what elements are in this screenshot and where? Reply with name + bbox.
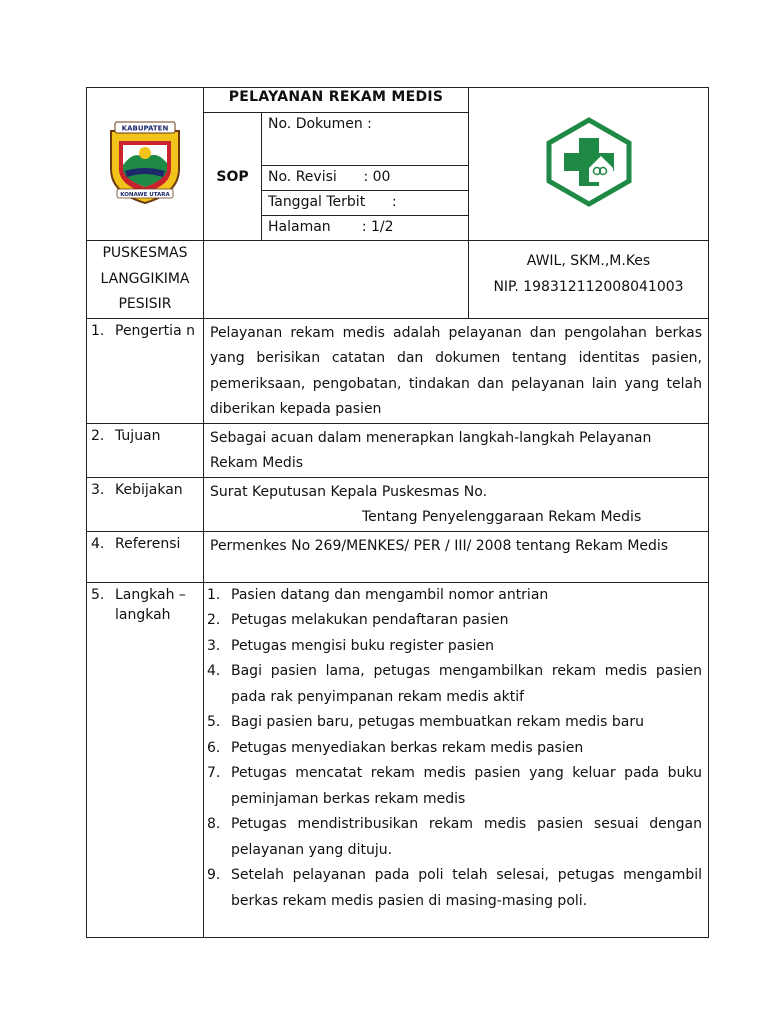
logo-top-text: KABUPATEN [121, 124, 169, 133]
puskesmas-cross-logo [543, 116, 635, 208]
step-text: Petugas menyediakan berkas rekam medis pasien [231, 739, 584, 756]
org-line-3: PESISIR [118, 296, 172, 312]
step-text: Petugas mengisi buku register pasien [231, 637, 494, 654]
section-label-kebijakan: 3. Kebijakan [87, 477, 204, 531]
step-item [207, 863, 702, 914]
empty-cell [204, 241, 469, 319]
step-number: 9. [207, 867, 221, 883]
step-text: Bagi pasien baru, petugas membuatkan rekam medis baru [231, 714, 644, 730]
kebijakan-line-2: Tentang Penyelenggaraan Rekam Medis [362, 509, 642, 525]
puskesmas-logo-cell [469, 88, 709, 241]
step-number: 8. [207, 816, 221, 832]
regency-shield-logo [105, 119, 185, 205]
step-number: 4. [207, 663, 221, 679]
step-item [207, 761, 702, 812]
step-number: 2. [207, 612, 221, 628]
step-text: Bagi pasien lama, petugas mengambilkan rekam medis pasien pada rak penyimpanan rekam medis aktif [231, 663, 702, 705]
sop-table [86, 87, 709, 938]
steps-list [207, 583, 702, 915]
section-text-tujuan: Sebagai acuan dalam menerapkan langkah-langkah Pelayanan Rekam Medis [204, 423, 709, 477]
sop-document [86, 87, 708, 938]
section-text-kebijakan [204, 477, 709, 531]
section-label-langkah: 5. Langkah – langkah [87, 582, 204, 937]
tanggal-terbit-field: Tanggal Terbit : [262, 191, 469, 216]
signer-nip: NIP. 198312112008041003 [493, 278, 684, 295]
step-item [207, 812, 702, 863]
step-text: Petugas mencatat rekam medis pasien yang keluar pada buku peminjaman berkas rekam medis [231, 765, 702, 807]
step-item [207, 583, 702, 609]
signer-block [469, 241, 709, 319]
step-item [207, 710, 702, 736]
step-item [207, 634, 702, 660]
section-label-tujuan: 2. Tujuan [87, 423, 204, 477]
regency-logo-cell [87, 88, 204, 241]
document-title: PELAYANAN REKAM MEDIS [204, 88, 469, 113]
sop-label: SOP [204, 113, 262, 241]
step-number: 7. [207, 765, 221, 781]
logo-bottom-text: KONAWE UTARA [120, 192, 170, 198]
organization-name [87, 241, 204, 319]
step-text: Petugas melakukan pendaftaran pasien [231, 612, 509, 628]
no-revisi-field: No. Revisi : 00 [262, 166, 469, 191]
step-text: Pasien datang dan mengambil nomor antrian [231, 586, 549, 603]
halaman-field: Halaman : 1/2 [262, 216, 469, 241]
step-number: 5. [207, 714, 221, 730]
step-text: Petugas mendistribusikan rekam medis pasien sesuai dengan pelayanan yang dituju. [231, 816, 702, 858]
kebijakan-line-1: Surat Keputusan Kepala Puskesmas No. [210, 483, 488, 500]
step-text: Setelah pelayanan pada poli telah selesai, petugas mengambil berkas rekam medis pasien di masing-masing poli. [231, 867, 702, 909]
step-item [207, 659, 702, 710]
no-dokumen-field: No. Dokumen : [262, 113, 469, 166]
section-label-pengertian: 1. Pengertia n [87, 318, 204, 423]
step-number: 1. [207, 586, 221, 603]
step-number: 6. [207, 739, 221, 756]
step-item [207, 736, 702, 762]
section-steps-langkah [204, 582, 709, 937]
signer-name: AWIL, SKM.,M.Kes [526, 253, 651, 269]
step-item [207, 608, 702, 634]
section-label-referensi: 4. Referensi [87, 531, 204, 582]
section-text-pengertian: Pelayanan rekam medis adalah pelayanan dan pengolahan berkas yang berisikan catatan dan dokumen tentang identitas pasien, pemeriksaan, pengobatan, tindakan dan pelayanan lain yang telah diberikan kepada pasien [204, 318, 709, 423]
org-line-2: LANGGIKIMA [100, 270, 190, 287]
org-line-1: PUSKESMAS [102, 245, 188, 261]
section-text-referensi: Permenkes No 269/MENKES/ PER / III/ 2008 tentang Rekam Medis [204, 531, 709, 582]
step-number: 3. [207, 637, 221, 654]
